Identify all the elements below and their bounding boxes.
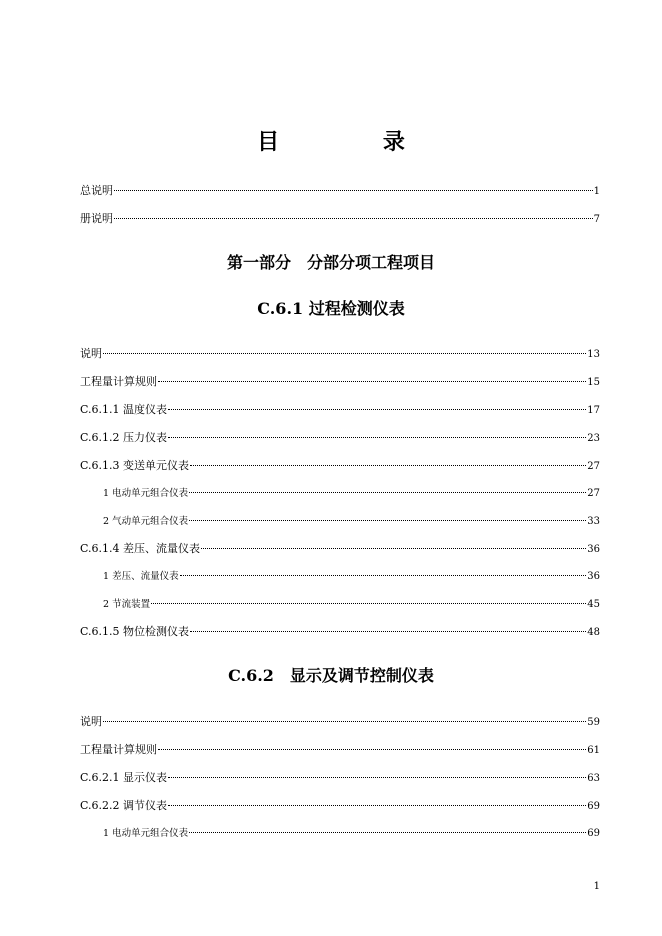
toc-entry[interactable]	[80, 345, 600, 363]
toc-entry-label: 册说明	[80, 212, 113, 225]
page-number: 1	[593, 881, 600, 892]
toc-entry-label: C.6.2.1 显示仪表	[80, 771, 168, 784]
toc-entry[interactable]	[80, 769, 600, 787]
toc-entry-label: C.6.1.4 差压、流量仪表	[80, 542, 201, 555]
toc-entry[interactable]	[80, 401, 600, 419]
toc-entry-label: 1 电动单元组合仪表	[103, 488, 189, 499]
toc-entry[interactable]	[80, 429, 600, 447]
dot-leader	[103, 353, 586, 354]
toc-subentry[interactable]	[103, 596, 600, 614]
dot-leader	[158, 749, 586, 750]
toc-entry-label: 1 电动单元组合仪表	[103, 828, 189, 839]
toc-entry-page: 36	[587, 544, 600, 555]
dot-leader	[158, 381, 586, 382]
toc-entry-label: 说明	[80, 715, 102, 728]
toc-entry-label: 2 气动单元组合仪表	[103, 516, 189, 527]
dot-leader	[201, 548, 586, 549]
dot-leader	[114, 190, 593, 191]
dot-leader	[168, 805, 586, 806]
toc-entry-label: 总说明	[80, 184, 113, 197]
toc-entry-label: 工程量计算规则	[80, 743, 157, 756]
section-heading-c62: C.6.2 显示及调节控制仪表	[228, 666, 434, 685]
toc-entry-page: 36	[587, 571, 600, 582]
toc-subentry[interactable]	[103, 825, 600, 843]
part-heading: 第一部分 分部分项工程项目	[226, 253, 435, 272]
toc-subentry[interactable]	[103, 513, 600, 531]
toc-entry-page: 15	[587, 377, 600, 388]
toc-entry-label: 说明	[80, 347, 102, 360]
page-title: 目 录	[257, 129, 453, 155]
toc-entry[interactable]	[80, 741, 600, 759]
dot-leader	[114, 218, 593, 219]
dot-leader	[151, 603, 586, 604]
toc-entry-page: 27	[587, 461, 600, 472]
toc-entry-label: 1 差压、流量仪表	[103, 571, 179, 582]
dot-leader	[168, 409, 586, 410]
toc-entry-page: 61	[587, 745, 600, 756]
toc-entry-label: C.6.1.5 物位检测仪表	[80, 625, 190, 638]
toc-entry-volume-notes[interactable]	[80, 210, 600, 228]
toc-entry-page: 1	[593, 186, 600, 197]
toc-entry-label: C.6.1.3 变送单元仪表	[80, 459, 190, 472]
dot-leader	[190, 465, 586, 466]
toc-entry-page: 7	[593, 214, 600, 225]
dot-leader	[180, 575, 587, 576]
toc-entry-page: 17	[587, 405, 600, 416]
toc-entry[interactable]	[80, 623, 600, 641]
dot-leader	[168, 777, 586, 778]
toc-entry-page: 27	[587, 488, 600, 499]
toc-entry[interactable]	[80, 713, 600, 731]
toc-entry-page: 13	[587, 349, 600, 360]
toc-entry-page: 23	[587, 433, 600, 444]
toc-entry-page: 45	[587, 599, 600, 610]
section-heading-c61: C.6.1 过程检测仪表	[257, 299, 405, 318]
dot-leader	[189, 832, 586, 833]
toc-entry-label: C.6.1.1 温度仪表	[80, 403, 168, 416]
toc-entry-page: 33	[587, 516, 600, 527]
dot-leader	[103, 721, 586, 722]
toc-entry-page: 59	[587, 717, 600, 728]
toc-entry-label: 工程量计算规则	[80, 375, 157, 388]
toc-entry-page: 69	[587, 801, 600, 812]
toc-entry-label: 2 节流装置	[103, 599, 151, 610]
dot-leader	[190, 631, 586, 632]
dot-leader	[189, 492, 586, 493]
toc-entry-page: 63	[587, 773, 600, 784]
toc-entry[interactable]	[80, 373, 600, 391]
dot-leader	[189, 520, 586, 521]
toc-entry-general-notes[interactable]	[80, 182, 600, 200]
dot-leader	[168, 437, 586, 438]
toc-entry-label: C.6.1.2 压力仪表	[80, 431, 168, 444]
toc-entry[interactable]	[80, 797, 600, 815]
toc-entry-page: 48	[587, 627, 600, 638]
toc-entry-page: 69	[587, 828, 600, 839]
toc-subentry[interactable]	[103, 485, 600, 503]
toc-subentry[interactable]	[103, 568, 600, 586]
toc-entry[interactable]	[80, 540, 600, 558]
toc-entry-label: C.6.2.2 调节仪表	[80, 799, 168, 812]
toc-entry[interactable]	[80, 457, 600, 475]
